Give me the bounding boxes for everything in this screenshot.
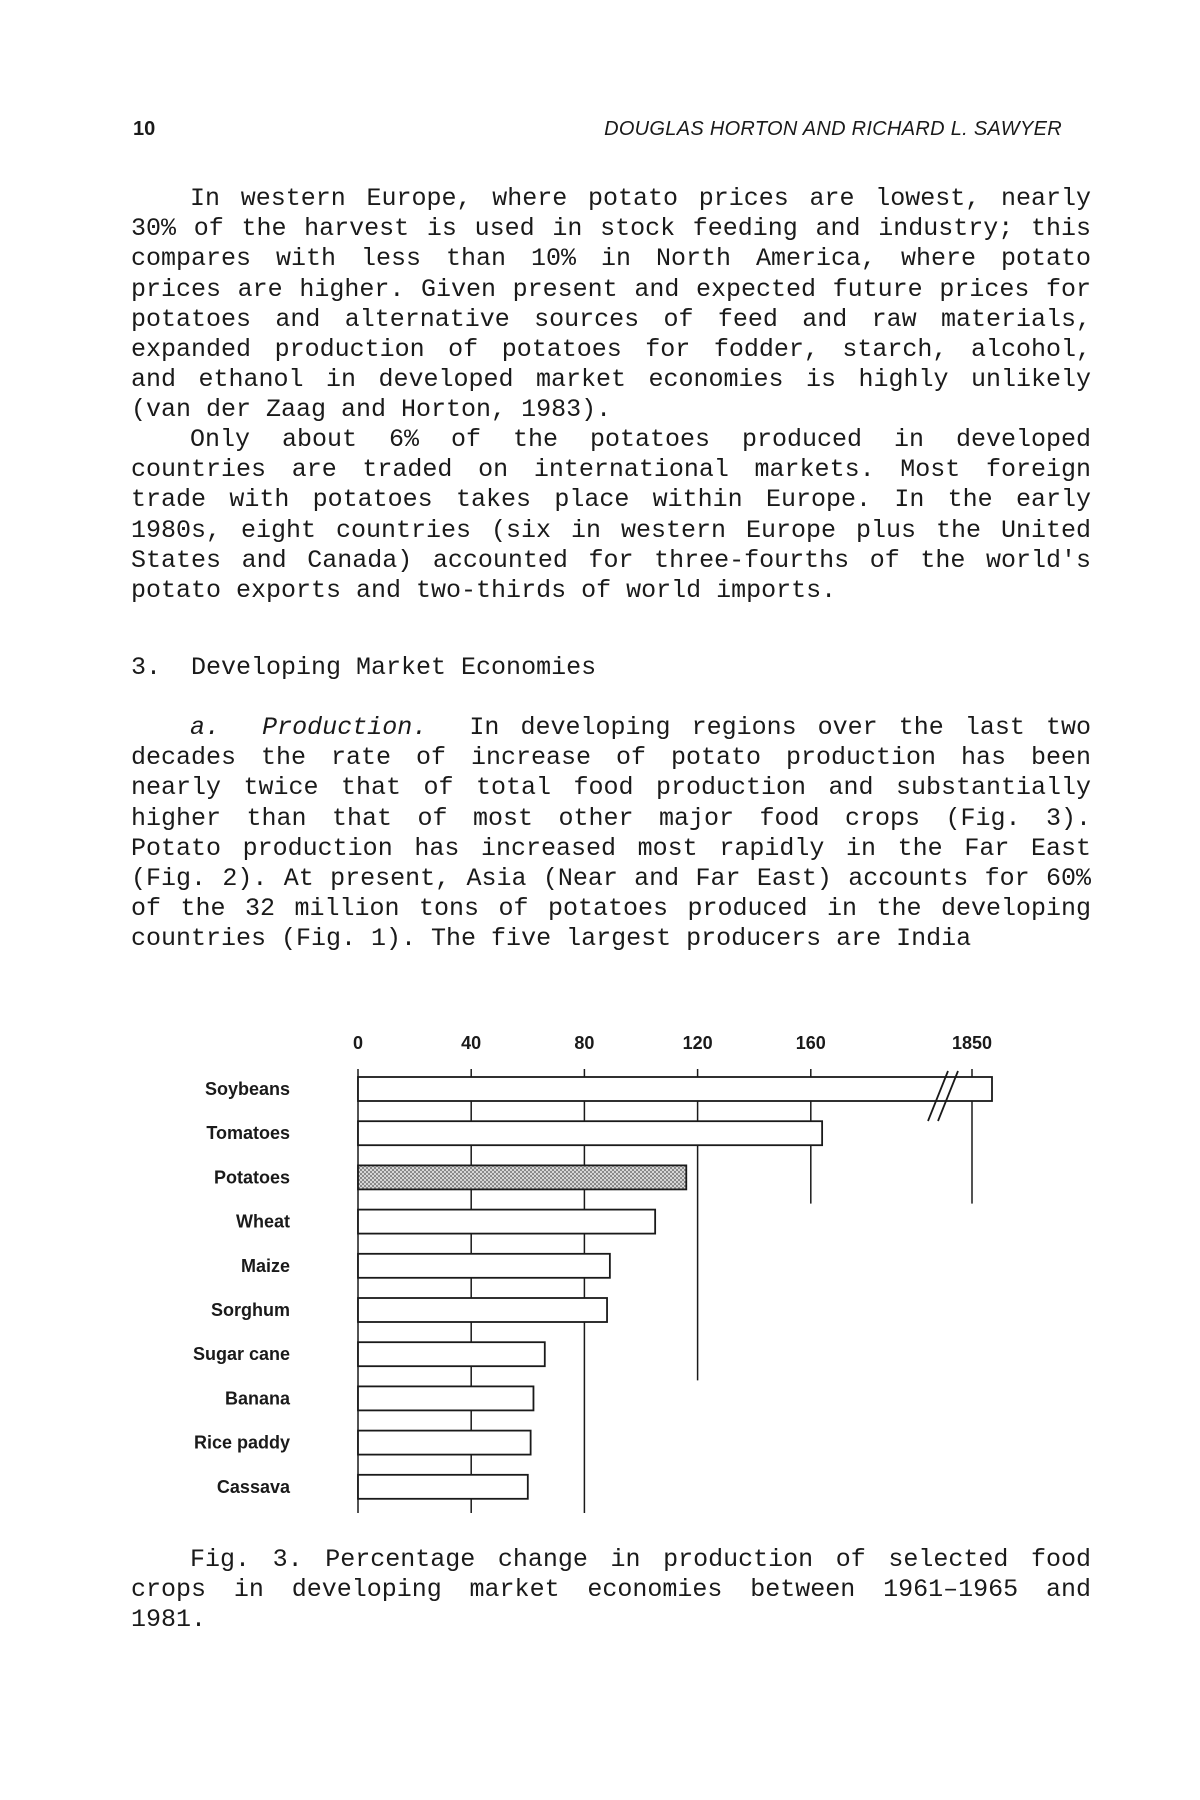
category-label: Tomatoes (206, 1123, 290, 1144)
bar-wheat (358, 1210, 655, 1234)
bar-soybeans (358, 1077, 992, 1101)
crop-production-chart (192, 1025, 1000, 1525)
category-label: Potatoes (213, 1167, 290, 1188)
category-label: Banana (224, 1388, 290, 1409)
category-label: Soybeans (204, 1079, 290, 1099)
x-tick-label: 40 (461, 1033, 482, 1053)
x-tick-label: 160 (795, 1033, 826, 1053)
bar-rice-paddy (358, 1431, 531, 1455)
category-label: Maize (240, 1255, 290, 1276)
bar-sugar-cane (358, 1342, 545, 1366)
subsection-label: a. Production. (190, 713, 428, 742)
category-label: Wheat (236, 1211, 290, 1232)
category-label: Cassava (216, 1476, 290, 1497)
paragraph-production (131, 713, 1091, 955)
paragraph-international-trade: Only about 6% of the potatoes produced in developed countries are traded on international markets. Most foreign trade with potatoes takes place within Europe. In the early 1980s, eight countries (six in western Europe plus the United States and Canada) accounted for three-fourths of the world's potato exports and two-thirds of world imports. (131, 425, 1091, 606)
figure-caption: Fig. 3. Percentage change in production of selected food crops in developing market economies between 1961–1965 and 1981. (131, 1545, 1091, 1635)
section-heading: 3. Developing Market Economies (131, 653, 597, 682)
bar-potatoes (358, 1165, 686, 1189)
bar-tomatoes (358, 1121, 822, 1145)
bar-cassava (358, 1475, 528, 1499)
x-tick-label: 0 (352, 1033, 364, 1053)
x-tick-label: 1850 (951, 1033, 993, 1053)
category-labels (193, 1079, 291, 1497)
category-label: Sorghum (211, 1300, 290, 1320)
bar-sorghum (358, 1298, 607, 1322)
paragraph-stock-feeding: In western Europe, where potato prices are lowest, nearly 30% of the harvest is used in stock feeding and industry; this compares with less than 10% in North America, where potato prices are higher. Given present and expected future prices for potatoes and alternative sources of feed and raw materials, expanded production of potatoes for fodder, starch, alcohol, and ethanol in developed market economies is highly unlikely (van der Zaag and Horton, 1983). (131, 184, 1091, 425)
bar-maize (358, 1254, 610, 1278)
x-tick-label: 120 (682, 1033, 713, 1053)
paragraph-production-text: In developing regions over the last two decades the rate of increase of potato production has been nearly twice that of total food production and substantially higher than that of most other major food crops (Fig. 3). Potato production has increased most rapidly in the Far East (Fig. 2). At present, Asia (Near and Far East) accounts for 60% of the 32 million tons of potatoes produced in the developing countries (Fig. 1). The five largest producers are India (131, 713, 1091, 954)
bars (358, 1071, 992, 1499)
running-head: DOUGLAS HORTON AND RICHARD L. SAWYER (604, 118, 1062, 140)
category-label: Rice paddy (193, 1432, 290, 1453)
x-axis-ticks (353, 1033, 992, 1077)
category-label: Sugar cane (192, 1344, 290, 1365)
bar-banana (358, 1386, 533, 1410)
page-number: 10 (133, 118, 156, 140)
x-tick-label: 80 (574, 1033, 595, 1053)
